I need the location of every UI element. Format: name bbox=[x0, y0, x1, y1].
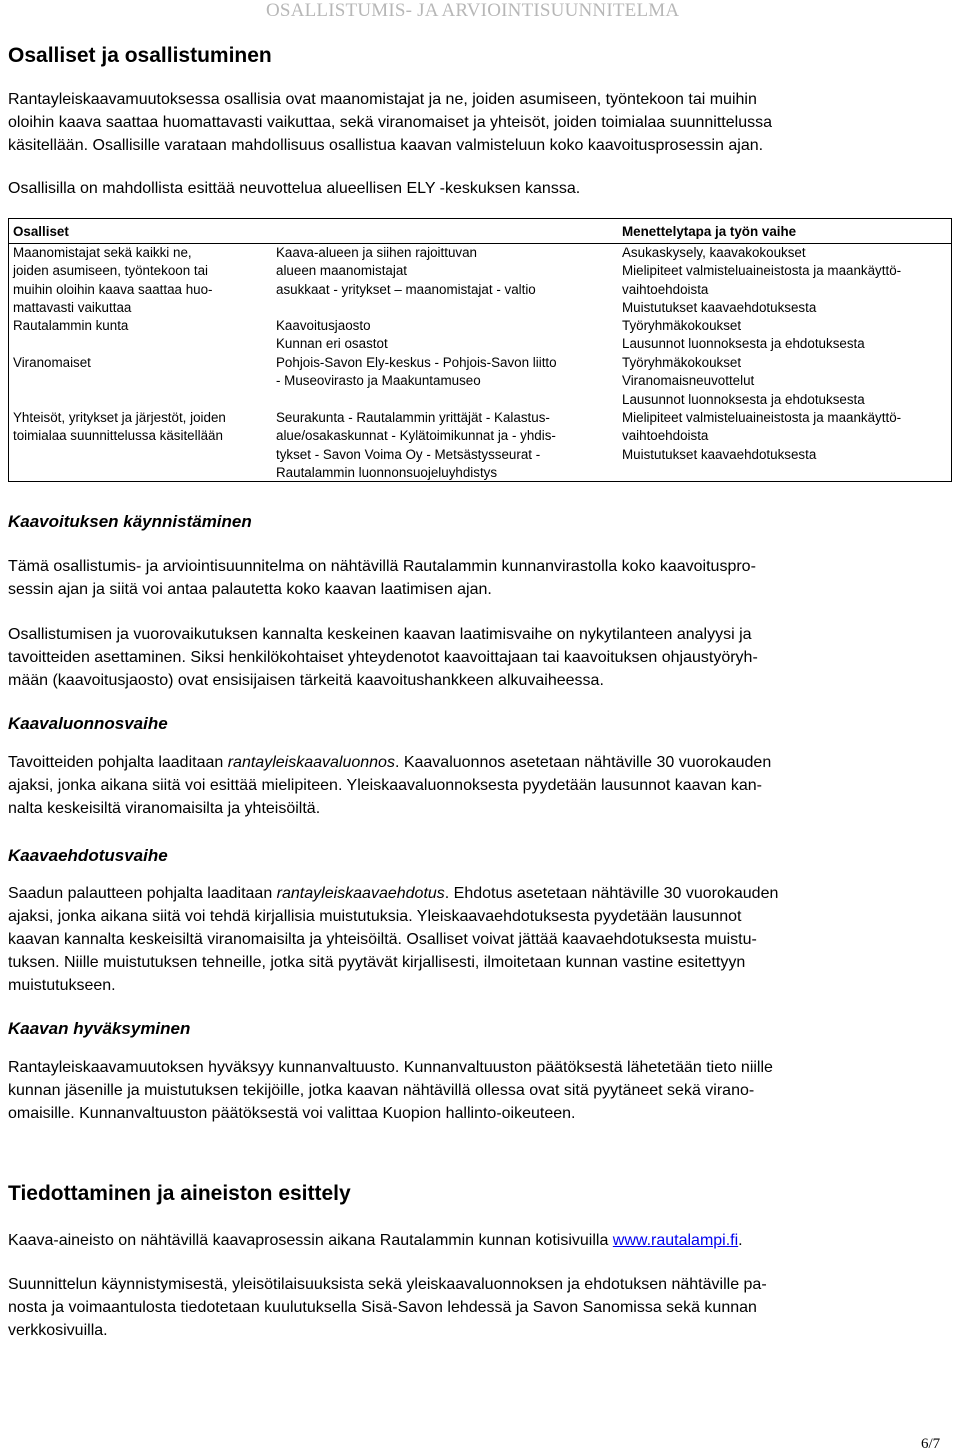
section-title-tiedottaminen: Tiedottaminen ja aineiston esittely bbox=[8, 1182, 351, 1205]
table-cell-method bbox=[622, 317, 865, 354]
cell-line: Pohjois-Savon Ely-keskus - Pohjois-Savon liitto bbox=[276, 355, 557, 370]
para-line: Suunnittelun käynnistymisestä, yleisötilaisuuksista sekä yleiskaavaluonnoksen ja ehdotuksen nähtäville pa- bbox=[8, 1276, 767, 1293]
cell-line: Rautalammin luonnonsuojeluyhdistys bbox=[276, 464, 498, 480]
para-line: tuksen. Niille muistutuksen tehneille, jotka sitä pyytävät kirjallisesti, ilmoitetaan kunnan vastine esitettyyn bbox=[8, 954, 746, 971]
para-line: tavoitteiden asettaminen. Siksi henkilökohtaiset yhteydenotot kaavoittajaan tai kaavoituksen ohjaustyöryh- bbox=[8, 649, 758, 666]
table-cell-who bbox=[276, 244, 536, 299]
cell-line: Työryhmäkokoukset bbox=[622, 318, 742, 333]
cell-line: Yhteisöt, yritykset ja järjestöt, joiden bbox=[13, 410, 226, 425]
para-line: sessin ajan ja siitä voi antaa palautetta koko kaavan laatimisen ajan. bbox=[8, 581, 492, 598]
section-title-luonnos: Kaavaluonnosvaihe bbox=[8, 714, 168, 733]
cell-line: Muistutukset kaavaehdotuksesta bbox=[622, 299, 817, 315]
table-cell-who bbox=[276, 354, 557, 391]
cell-text: – bbox=[394, 281, 406, 297]
text-run-italic: rantayleiskaavaluonnos bbox=[227, 754, 395, 771]
cell-text: asukkaat - yritykset bbox=[276, 281, 395, 297]
cell-line: vaihtoehdoista bbox=[622, 281, 709, 297]
para-line bbox=[8, 882, 948, 905]
para-line: nalta keskeisiltä viranomaisilta ja yhteisöiltä. bbox=[8, 800, 321, 817]
cell-text: maanomistajat bbox=[405, 281, 493, 297]
cell-line: tykset - Savon Voima Oy - Metsästysseurat - bbox=[276, 446, 541, 462]
cell-line: alue/osakaskunnat - Kylätoimikunnat ja - yhdis- bbox=[276, 428, 556, 444]
cell-line: joiden asumiseen, työntekoon tai bbox=[13, 263, 209, 279]
cell-line: Mielipiteet valmisteluaineistosta ja maankäyttö- bbox=[622, 263, 902, 279]
table-header-osalliset: Osalliset bbox=[13, 224, 69, 239]
hyvaksyminen-paragraph bbox=[8, 1056, 948, 1125]
cell-line: Rautalammin kunta bbox=[13, 318, 129, 333]
cell-line bbox=[276, 281, 536, 299]
para-line: Osallistumisen ja vuorovaikutuksen kannalta keskeinen kaavan laatimisvaihe on nykytilanteen analyysi ja bbox=[8, 626, 752, 643]
para-line bbox=[8, 751, 948, 774]
table-cell-who bbox=[276, 409, 556, 482]
website-link[interactable]: www.rautalampi.fi bbox=[612, 1232, 739, 1249]
cell-line: mattavasti vaikuttaa bbox=[13, 299, 132, 315]
para-line: verkkosivuilla. bbox=[8, 1322, 108, 1339]
cell-line: Lausunnot luonnoksesta ja ehdotuksesta bbox=[622, 391, 865, 407]
table-cell-group bbox=[13, 354, 91, 372]
table-cell-method bbox=[622, 354, 865, 409]
section-title-osalliset: Osalliset ja osallistuminen bbox=[8, 44, 272, 67]
cell-line: Mielipiteet valmisteluaineistosta ja maankäyttö- bbox=[622, 410, 902, 425]
para-line: oloihin kaava saattaa huomattavasti vaikuttaa, sekä viranomaiset ja yhteisöt, joiden toimialaa suunnittelussa bbox=[8, 114, 772, 131]
para-line: kaavan kannalta keskeisiltä viranomaisilta ja yhteisöiltä. Osalliset voivat jättää kaavaehdotuksesta muistu- bbox=[8, 931, 757, 948]
luonnos-paragraph bbox=[8, 751, 948, 820]
cell-line: Viranomaiset bbox=[13, 355, 91, 370]
tiedottaminen-paragraph-2 bbox=[8, 1273, 948, 1342]
cell-line: Maanomistajat sekä kaikki ne, bbox=[13, 245, 192, 260]
cell-line: Kunnan eri osastot bbox=[276, 336, 388, 352]
cell-line: Asukaskysely, kaavakokoukset bbox=[622, 245, 806, 260]
para-line: nosta ja voimaantulosta tiedotetaan kuulutuksella Sisä-Savon lehdessä ja Savon Sanomissa sekä kunnan bbox=[8, 1299, 757, 1316]
table-cell-group bbox=[13, 317, 128, 335]
table-cell-group bbox=[13, 409, 226, 446]
cell-line: toimialaa suunnittelussa käsitellään bbox=[13, 428, 223, 444]
cell-line: Muistutukset kaavaehdotuksesta bbox=[622, 446, 817, 462]
cell-line: - Museovirasto ja Maakuntamuseo bbox=[276, 373, 481, 389]
para-line: Tämä osallistumis- ja arviointisuunnitelma on nähtävillä Rautalammin kunnanvirastolla koko kaavoituspro- bbox=[8, 558, 756, 575]
osalliset-paragraph bbox=[8, 88, 948, 157]
para-line: Rantayleiskaavamuutoksessa osallisia ovat maanomistajat ja ne, joiden asumiseen, työntekoon tai muihin bbox=[8, 91, 757, 108]
text-run: Tavoitteiden pohjalta laaditaan bbox=[8, 754, 228, 771]
cell-line: alueen maanomistajat bbox=[276, 263, 408, 279]
cell-text: - valtio bbox=[492, 281, 536, 297]
para-line: kunnan jäsenille ja muistutuksen tekijöille, jotka kaavan nähtävillä ollessa ovat sitä pyytäneet sekä virano- bbox=[8, 1082, 755, 1099]
cell-line: Lausunnot luonnoksesta ja ehdotuksesta bbox=[622, 336, 865, 352]
para-line: käsitellään. Osallisille varataan mahdollisuus osallistua kaavan valmisteluun koko kaavoitusprosessin ajan. bbox=[8, 137, 764, 154]
section-title-hyvaksyminen: Kaavan hyväksyminen bbox=[8, 1019, 191, 1038]
para-line: mään (kaavoitusjaosto) ovat ensisijaisen tärkeitä kaavoitushankkeen alkuvaiheessa. bbox=[8, 672, 604, 689]
cell-line: muihin oloihin kaava saattaa huo- bbox=[13, 281, 213, 297]
cell-line: Kaavoitusjaosto bbox=[276, 318, 371, 333]
table-cell-method bbox=[622, 409, 901, 464]
page-number: 6/7 bbox=[921, 1436, 941, 1452]
kaynnistaminen-paragraph-1 bbox=[8, 555, 948, 601]
text-run-italic: rantayleiskaavaehdotus bbox=[276, 885, 445, 902]
cell-line: Seurakunta - Rautalammin yrittäjät - Kalastus- bbox=[276, 410, 550, 425]
ely-paragraph: Osallisilla on mahdollista esittää neuvottelua alueellisen ELY -keskuksen kanssa. bbox=[8, 180, 581, 197]
tiedottaminen-paragraph-1 bbox=[8, 1229, 948, 1252]
para-line: Rantayleiskaavamuutoksen hyväksyy kunnanvaltuusto. Kunnanvaltuuston päätöksestä lähetetään tieto niille bbox=[8, 1059, 773, 1076]
cell-line: Työryhmäkokoukset bbox=[622, 355, 742, 370]
para-line: muistutukseen. bbox=[8, 977, 116, 994]
kaynnistaminen-paragraph-2 bbox=[8, 623, 948, 692]
section-title-kaynnistaminen: Kaavoituksen käynnistäminen bbox=[8, 512, 252, 531]
text-run: . Ehdotus asetetaan nähtäville 30 vuorokauden bbox=[444, 885, 779, 902]
cell-line: vaihtoehdoista bbox=[622, 428, 709, 444]
section-title-ehdotus: Kaavaehdotusvaihe bbox=[8, 846, 168, 865]
table-cell-group bbox=[13, 244, 213, 317]
cell-line: Kaava-alueen ja siihen rajoittuvan bbox=[276, 245, 477, 260]
ehdotus-paragraph bbox=[8, 882, 948, 997]
text-run: Kaava-aineisto on nähtävillä kaavaprosessin aikana Rautalammin kunnan kotisivuilla bbox=[8, 1232, 613, 1249]
text-run: Saadun palautteen pohjalta laaditaan bbox=[8, 885, 277, 902]
table-header-menettely: Menettelytapa ja työn vaihe bbox=[622, 224, 797, 239]
cell-line: Viranomaisneuvottelut bbox=[622, 373, 755, 389]
para-line: omaisille. Kunnanvaltuuston päätöksestä voi valittaa Kuopion hallinto-oikeuteen. bbox=[8, 1105, 576, 1122]
table-cell-method bbox=[622, 244, 901, 317]
participants-table bbox=[8, 218, 952, 482]
table-cell-who bbox=[276, 317, 388, 354]
text-run: . Kaavaluonnos asetetaan nähtäville 30 vuorokauden bbox=[394, 754, 772, 771]
text-run: . bbox=[738, 1232, 743, 1249]
para-line: ajaksi, jonka aikana siitä voi tehdä kirjallisia muistutuksia. Yleiskaavaehdotuksesta pyydetään lausunnot bbox=[8, 908, 742, 925]
running-header: OSALLISTUMIS- JA ARVIOINTISUUNNITELMA bbox=[266, 0, 680, 21]
para-line: ajaksi, jonka aikana siitä voi esittää mielipiteen. Yleiskaavaluonnoksesta pyydetään lausunnot kaavan kan- bbox=[8, 777, 762, 794]
